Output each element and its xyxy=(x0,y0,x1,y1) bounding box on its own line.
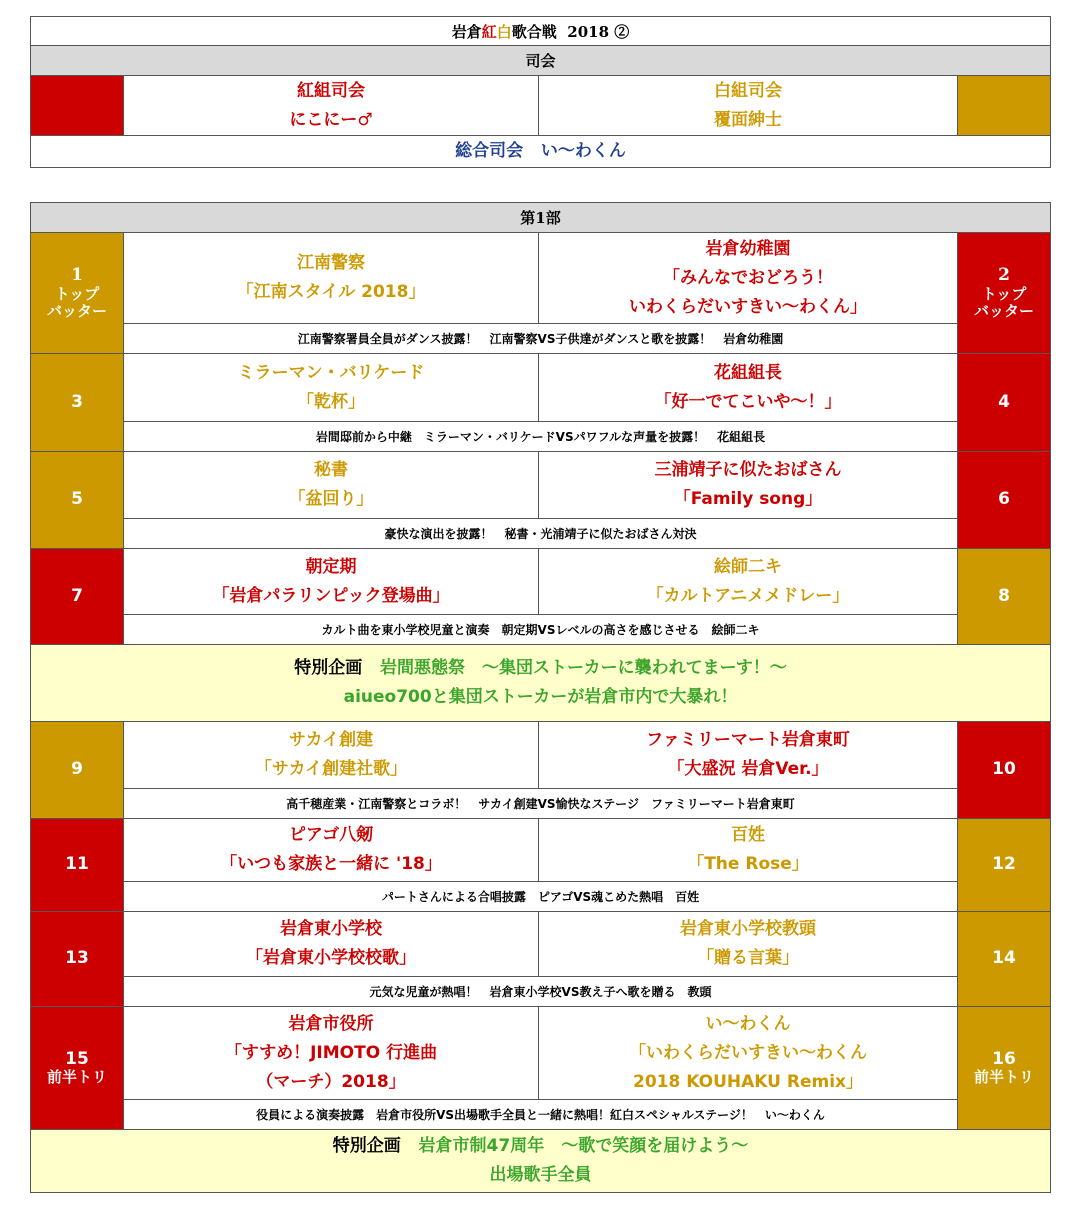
title-year: 2018 ② xyxy=(567,22,630,41)
match-tag: トップ xyxy=(981,284,1027,303)
song-title: 「Family song」 xyxy=(673,489,823,509)
special-program-1 xyxy=(31,645,1051,722)
performer-name: サカイ創建 xyxy=(288,730,374,750)
special-label: 特別企画 xyxy=(294,658,363,678)
match-number-cell xyxy=(958,912,1051,1007)
song-title: 「盆回り」 xyxy=(288,489,374,509)
song-title: 「みんなでおどろう！ xyxy=(663,267,833,288)
match-number: 15 xyxy=(65,1048,89,1069)
general-mc-label: 総合司会 xyxy=(455,141,524,161)
match-number: 7 xyxy=(71,585,83,606)
page-title xyxy=(31,17,1051,46)
song-title: いわくらだいすきい〜わくん」 xyxy=(629,296,867,317)
match-number: 8 xyxy=(998,585,1010,606)
special-title: 岩間悪態祭 〜集団ストーカーに襲われてまーす！〜 xyxy=(379,658,787,678)
white-mc-label: 白組司会 xyxy=(714,80,782,101)
match-tag: バッター xyxy=(973,301,1034,320)
match-description: 豪快な演出を披露！ 秘書・光浦靖子に似たおばさん対決 xyxy=(124,519,958,549)
match-description: 役員による演奏披露 岩倉市役所VS出場歌手全員と一緒に熱唱！紅白スペシャルステージ！ い〜わくん xyxy=(124,1100,958,1130)
performer-name: 三浦靖子に似たおばさん xyxy=(654,460,842,480)
performer-name: 江南警察 xyxy=(297,253,365,273)
match-number-cell xyxy=(31,722,124,819)
match-number: 11 xyxy=(65,854,89,875)
match-number: 10 xyxy=(992,759,1016,780)
match-tag: 前半トリ xyxy=(46,1068,107,1087)
performer-name: 秘書 xyxy=(314,460,348,480)
performer-name: ミラーマン・バリケード xyxy=(237,362,425,383)
right-performer xyxy=(539,912,958,977)
left-performer xyxy=(124,819,539,882)
song-title: 「乾杯」 xyxy=(297,391,365,412)
right-performer xyxy=(539,233,958,324)
red-team-marker xyxy=(31,76,124,136)
performer-name: ピアゴ八剱 xyxy=(288,825,374,845)
match-number-cell xyxy=(958,354,1051,452)
match-description: 元気な児童が熱唱！ 岩倉東小学校VS教え子へ歌を贈る 教頭 xyxy=(124,977,958,1007)
special-subtitle: 出場歌手全員 xyxy=(489,1165,592,1185)
match-number: 5 xyxy=(71,489,83,510)
special-program-2 xyxy=(31,1130,1051,1193)
special-label: 特別企画 xyxy=(332,1136,401,1156)
white-mc-name: 覆面紳士 xyxy=(714,109,782,130)
performer-name: 絵師二キ xyxy=(714,556,782,577)
match-number: 2 xyxy=(998,264,1010,285)
song-title: 「好一でてこいや〜！」 xyxy=(654,391,842,412)
performer-name: ファミリーマート岩倉東町 xyxy=(646,730,850,750)
song-title: 「いつも家族と一緒に '18」 xyxy=(220,854,442,874)
red-mc-cell xyxy=(124,76,539,136)
left-performer xyxy=(124,354,539,422)
song-title: 「すすめ！JIMOTO 行進曲 xyxy=(224,1042,438,1063)
general-mc-row xyxy=(31,136,1051,168)
match-number-cell xyxy=(31,819,124,912)
special-subtitle: aiueo700と集団ストーカーが岩倉市内で大暴れ！ xyxy=(343,687,738,707)
match-number-cell xyxy=(31,452,124,549)
match-description: 高千穂産業・江南警察とコラボ！ サカイ創建VS愉快なステージ ファミリーマート岩倉東町 xyxy=(124,789,958,819)
song-title: 「岩倉パラリンピック登場曲」 xyxy=(212,585,450,606)
song-title: 2018 KOUHAKU Remix」 xyxy=(632,1071,863,1092)
left-performer xyxy=(124,1007,539,1100)
song-title: （マーチ）2018」 xyxy=(256,1071,406,1092)
right-performer xyxy=(539,819,958,882)
right-performer xyxy=(539,722,958,789)
match-tag: 前半トリ xyxy=(973,1068,1034,1087)
match-description: 江南警察署員全員がダンス披露！ 江南警察VS子供達がダンスと歌を披露！ 岩倉幼稚園 xyxy=(124,324,958,354)
match-number: 1 xyxy=(71,264,83,285)
performer-name: 岩倉幼稚園 xyxy=(705,238,791,259)
match-number-cell xyxy=(958,722,1051,819)
match-number-cell xyxy=(31,1007,124,1130)
match-number: 4 xyxy=(998,391,1010,412)
song-title: 「江南スタイル 2018」 xyxy=(236,282,426,302)
match-number-cell xyxy=(958,549,1051,645)
performer-name: 岩倉市役所 xyxy=(288,1013,374,1034)
title-prefix: 岩倉 xyxy=(451,22,482,41)
right-performer xyxy=(539,452,958,519)
match-number: 16 xyxy=(992,1048,1016,1069)
left-performer xyxy=(124,233,539,324)
match-number-cell xyxy=(31,549,124,645)
song-title: 「贈る言葉」 xyxy=(697,948,799,968)
title-red-char: 紅 xyxy=(481,22,497,41)
song-title: 「大盛況 岩倉Ver.」 xyxy=(667,759,829,779)
match-description: 岩間邸前から中継 ミラーマン・バリケードVSパワフルな声量を披露！ 花組組長 xyxy=(124,422,958,452)
performer-name: 百姓 xyxy=(731,825,765,845)
song-title: 「サカイ創建社歌」 xyxy=(254,759,408,779)
match-number: 6 xyxy=(998,489,1010,510)
mc-table xyxy=(30,16,1051,168)
match-tag: バッター xyxy=(46,301,107,320)
part1-heading: 第1部 xyxy=(31,203,1051,233)
song-title: 「岩倉東小学校校歌」 xyxy=(246,948,416,968)
match-number: 3 xyxy=(71,391,83,412)
song-title: 「カルトアニメメドレー」 xyxy=(646,585,850,606)
performer-name: 岩倉東小学校教頭 xyxy=(680,919,816,939)
match-number-cell xyxy=(958,452,1051,549)
match-tag: トップ xyxy=(54,284,100,303)
performer-name: 朝定期 xyxy=(305,556,357,577)
red-mc-name: にこにー♂ xyxy=(289,109,373,130)
match-number-cell xyxy=(958,819,1051,912)
left-performer xyxy=(124,549,539,615)
match-number: 14 xyxy=(992,948,1016,969)
red-mc-label: 紅組司会 xyxy=(297,80,365,101)
match-description: パートさんによる合唱披露 ピアゴVS魂こめた熱唱 百姓 xyxy=(124,882,958,912)
right-performer xyxy=(539,354,958,422)
song-title: 「いわくらだいすきい〜わくん xyxy=(629,1042,867,1063)
match-number-cell xyxy=(31,912,124,1007)
match-number-cell xyxy=(958,1007,1051,1130)
match-number: 9 xyxy=(71,759,83,780)
match-number: 12 xyxy=(992,854,1016,875)
special-title: 岩倉市制47周年 〜歌で笑顔を届けよう〜 xyxy=(418,1136,749,1156)
performer-name: 花組組長 xyxy=(714,362,782,383)
part1-table xyxy=(30,202,1051,1193)
mc-heading: 司会 xyxy=(31,46,1051,76)
right-performer xyxy=(539,549,958,615)
left-performer xyxy=(124,912,539,977)
title-white-char: 白 xyxy=(496,22,512,41)
white-mc-cell xyxy=(539,76,958,136)
match-number: 13 xyxy=(65,948,89,969)
title-suffix: 歌合戦 xyxy=(511,22,557,41)
left-performer xyxy=(124,722,539,789)
match-description: カルト曲を東小学校児童と演奏 朝定期VSレベルの高さを感じさせる 絵師二キ xyxy=(124,615,958,645)
performer-name: 岩倉東小学校 xyxy=(280,919,382,939)
performer-name: い〜わくん xyxy=(705,1013,791,1034)
song-title: 「The Rose」 xyxy=(687,854,809,874)
match-number-cell xyxy=(31,233,124,354)
right-performer xyxy=(539,1007,958,1100)
white-team-marker xyxy=(958,76,1051,136)
left-performer xyxy=(124,452,539,519)
general-mc-name: い〜わくん xyxy=(540,141,626,161)
match-number-cell xyxy=(958,233,1051,354)
match-number-cell xyxy=(31,354,124,452)
